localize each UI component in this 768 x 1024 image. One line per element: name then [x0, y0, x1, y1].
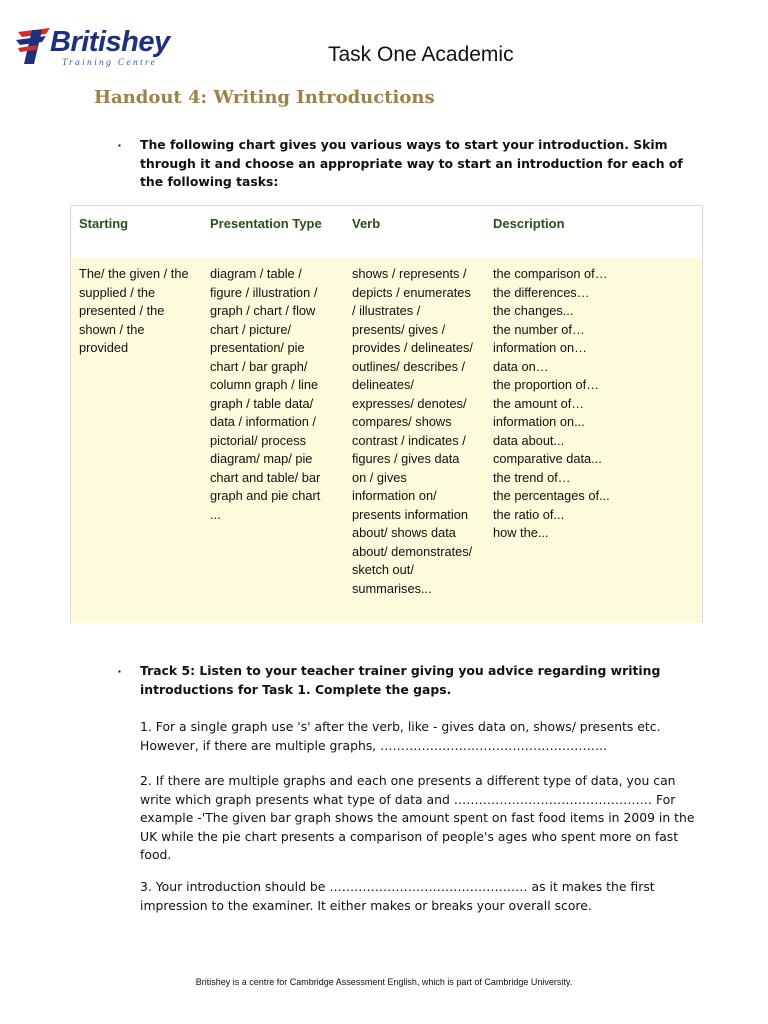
table-cell-line: pictorial/ process — [210, 432, 307, 448]
logo-subtitle: Training Centre — [62, 58, 158, 68]
table-cell-line: information on/ — [352, 488, 437, 503]
table-cell-line: sketch out/ — [352, 562, 414, 577]
bullet-icon: ▪ — [118, 667, 121, 676]
table-cell-line: diagram/ map/ pie — [210, 451, 313, 466]
table-cell-line: compares/ shows — [352, 414, 452, 429]
table-cell-line: supplied / the — [79, 284, 156, 300]
table-cell-line: the differences… — [493, 284, 590, 300]
table-cell-line: the comparison of… — [493, 266, 608, 281]
table-cell-line: data on… — [493, 358, 549, 374]
table-cell-line: outlines/ describes / — [352, 358, 466, 374]
advice-item-1: 1. For a single graph use 's' after the verb, like - gives data on, shows/ presents etc. However, if there are multiple graphs, ………………………………………………. — [140, 719, 661, 753]
table-cell-line: about/ shows data — [352, 525, 456, 540]
table-header-starting: Starting — [79, 216, 129, 231]
table-cell-line: how the... — [493, 525, 549, 540]
table-cell-line: the ratio of... — [493, 506, 565, 522]
table-cell-line: provides / delineates/ — [352, 340, 473, 355]
table-cell-line: diagram / table / — [210, 266, 302, 281]
table-cell-line: delineates/ — [352, 377, 414, 392]
table-cell-line: graph / chart / flow — [210, 303, 316, 318]
table-cell-line: data about... — [493, 432, 565, 448]
table-cell-line: information on… — [493, 340, 587, 355]
table-cell-line: ... — [210, 506, 221, 522]
table-header-verb: Verb — [352, 216, 381, 231]
table-column-description — [493, 265, 610, 543]
bullet-icon: ▪ — [118, 141, 121, 150]
handout-title: Handout 4: Writing Introductions — [94, 87, 435, 108]
table-column-presentation-type — [210, 265, 320, 524]
table-cell-line: depicts / enumerates — [352, 284, 471, 300]
intro-instruction: The following chart gives you various ways to start your introduction. Skim through it and choose an appropriate way to start an introduction for each of the following tasks: — [140, 137, 683, 189]
table-cell-line: comparative data... — [493, 451, 602, 466]
introduction-phrases-table — [70, 205, 703, 623]
advice-item-2: 2. If there are multiple graphs and each one presents a different type of data, you can write which graph presents what type of data and ………………………………………… For example -'The given bar graph shows the amount spent on fast food items in 2009 in the UK while the pie chart presents a comparison of people's ages who spent more on fast food. — [140, 773, 695, 862]
table-cell-line: the trend of… — [493, 469, 571, 485]
table-cell-line: the proportion of… — [493, 377, 599, 392]
table-cell-line: The/ the given / the — [79, 266, 189, 281]
table-cell-line: shows / represents / — [352, 266, 467, 281]
table-cell-line: on / gives — [352, 469, 407, 485]
table-cell-line: about/ demonstrates/ — [352, 543, 473, 559]
table-cell-line: the number of… — [493, 321, 585, 337]
table-cell-line: information on... — [493, 414, 585, 429]
table-cell-line: the amount of… — [493, 395, 585, 411]
table-cell-line: contrast / indicates / — [352, 432, 466, 448]
table-column-starting — [79, 265, 189, 358]
table-cell-line: column graph / line — [210, 377, 319, 392]
page-footer: Britishey is a centre for Cambridge Assessment English, which is part of Cambridge University. — [195, 977, 573, 987]
table-cell-line: / illustrates / — [352, 303, 421, 318]
table-header-presentation-type: Presentation Type — [210, 216, 322, 231]
table-cell-line: provided — [79, 340, 129, 355]
table-cell-line: shown / the — [79, 321, 145, 337]
table-cell-line: graph and pie chart — [210, 488, 321, 503]
advice-item-3: 3. Your introduction should be ………………………………………… as it makes the first impression to the examiner. It either makes or breaks your overall score. — [140, 879, 655, 913]
table-cell-line: data / information / — [210, 414, 316, 429]
table-column-verb — [352, 265, 473, 598]
table-cell-line: figures / gives data — [352, 451, 460, 466]
table-header-description: Description — [493, 216, 565, 231]
table-cell-line: the changes... — [493, 303, 574, 318]
table-cell-line: chart / bar graph/ — [210, 358, 308, 374]
logo-brand-text: Britishey — [50, 26, 170, 58]
document-header-title: Task One Academic — [328, 43, 514, 66]
table-cell-line: expresses/ denotes/ — [352, 395, 467, 411]
table-cell-line: graph / table data/ — [210, 395, 314, 411]
britishey-logo — [16, 22, 176, 72]
table-cell-line: figure / illustration / — [210, 284, 318, 300]
table-body-row — [71, 258, 702, 623]
table-cell-line: summarises... — [352, 580, 432, 596]
table-cell-line: presented / the — [79, 303, 165, 318]
table-header-row — [71, 206, 702, 257]
table-cell-line: the percentages of... — [493, 488, 610, 503]
track-instruction: Track 5: Listen to your teacher trainer giving you advice regarding writing introductions for Task 1. Complete the gaps. — [140, 663, 661, 697]
table-cell-line: presents information — [352, 506, 468, 522]
table-cell-line: presents/ gives / — [352, 321, 446, 337]
table-cell-line: chart / picture/ — [210, 321, 292, 337]
table-cell-line: chart and table/ bar — [210, 469, 321, 485]
table-cell-line: presentation/ pie — [210, 340, 305, 355]
